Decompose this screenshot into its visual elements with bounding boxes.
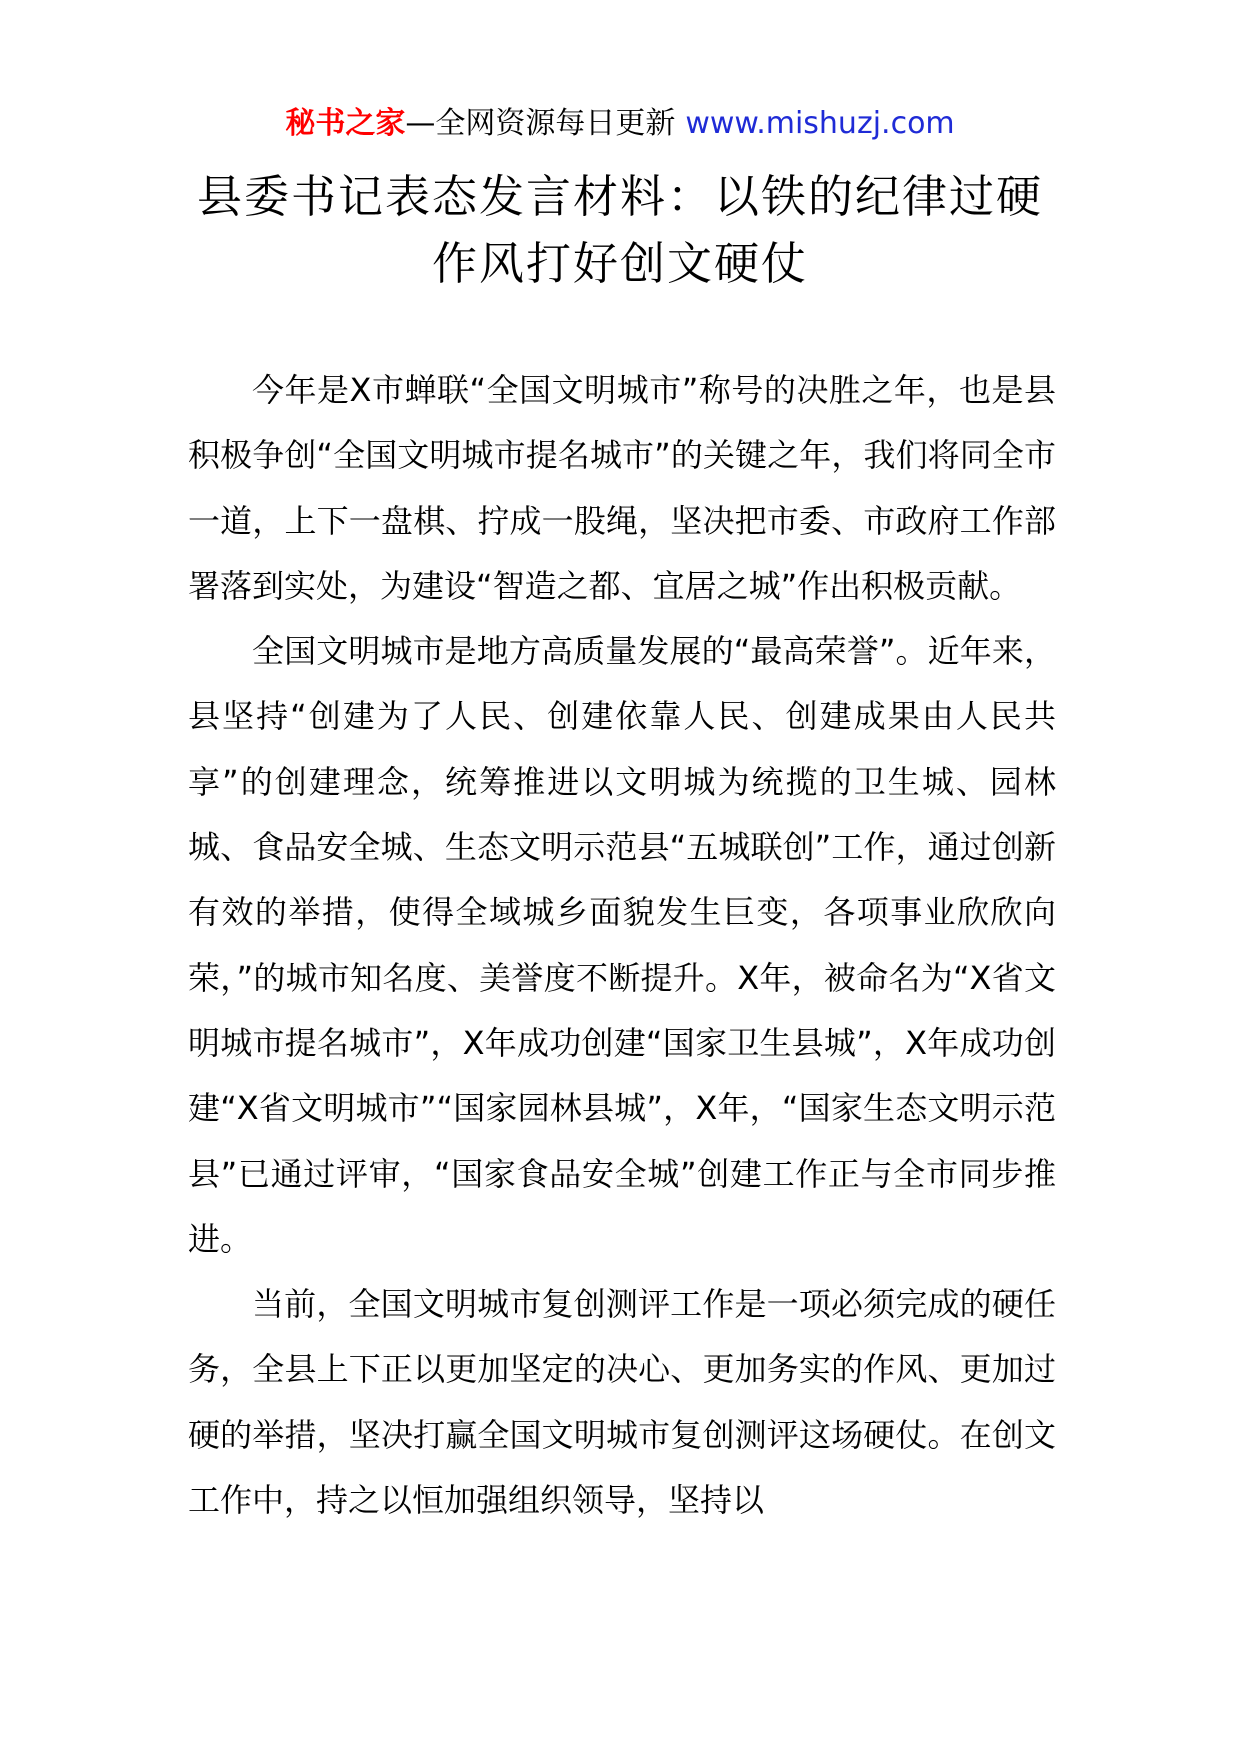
header-slogan: —全网资源每日更新 bbox=[405, 106, 676, 141]
paragraph: 今年是X市蝉联“全国文明城市”称号的决胜之年，也是县积极争创“全国文明城市提名城市”的关键之年，我们将同全市一道，上下一盘棋、拧成一股绳，坚决把市委、市政府工作部署落到实处，为建设“智造之都、宜居之城”作出积极贡献。 bbox=[188, 371, 1056, 605]
site-header bbox=[0, 104, 1240, 144]
website-link[interactable]: www.mishuzj.com bbox=[685, 106, 955, 141]
paragraph: 全国文明城市是地方高质量发展的“最高荣誉”。近年来，县坚持“创建为了人民、创建依靠人民、创建成果由人民共享”的创建理念，统筹推进以文明城为统揽的卫生城、园林城、食品安全城、生态文明示范县“五城联创”工作，通过创新有效的举措，使得全域城乡面貌发生巨变，各项事业欣欣向荣，”的城市知名度、美誉度不断提升。X年，被命名为“X省文明城市提名城市”，X年成功创建“国家卫生县城”，X年成功创建“X省文明城市”“国家园林县城”，X年，“国家生态文明示范县”已通过评审，“国家食品安全城”创建工作正与全市同步推进。 bbox=[188, 632, 1056, 1258]
paragraph: 当前，全国文明城市复创测评工作是一项必须完成的硬任务，全县上下正以更加坚定的决心、更加务实的作风、更加过硬的举措，坚决打赢全国文明城市复创测评这场硬仗。在创文工作中，持之以恒加强组织领导，坚持以 bbox=[188, 1285, 1056, 1520]
document-body bbox=[188, 358, 1056, 1533]
title-line-2: 作风打好创文硬仗 bbox=[431, 237, 808, 290]
title-line-1: 县委书记表态发言材料：以铁的纪律过硬 bbox=[196, 170, 1043, 223]
document-title bbox=[190, 163, 1050, 297]
brand-name: 秘书之家 bbox=[285, 106, 406, 141]
